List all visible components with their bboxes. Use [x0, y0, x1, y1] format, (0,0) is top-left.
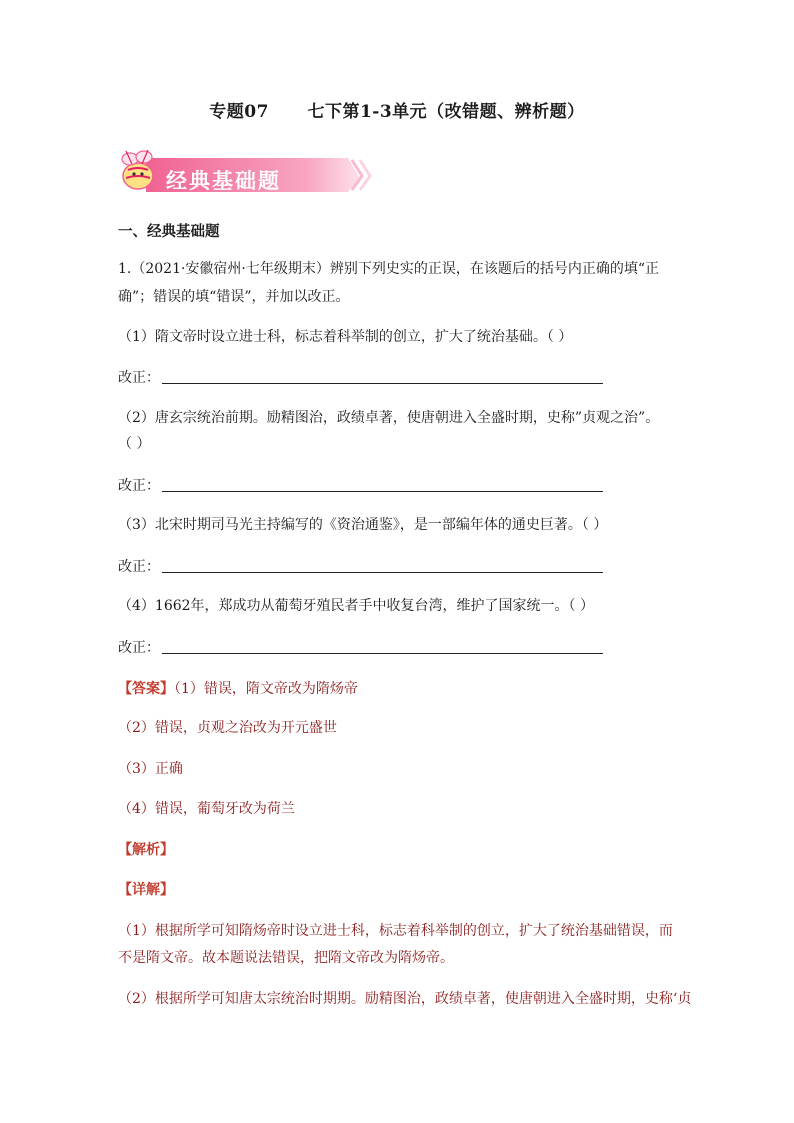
banner-label: 经典基础题: [166, 169, 281, 193]
question-item-4: （4）1662年，郑成功从葡萄牙殖民者手中收复台湾，维护了国家统一。（ ）: [118, 598, 594, 614]
section-heading: 一、经典基础题: [118, 223, 220, 240]
answer-line-2: （2）错误，贞观之治改为开元盛世: [118, 720, 337, 736]
detail-tag: 【详解】: [118, 882, 174, 898]
question-intro: 1.（2021·安徽宿州·七年级期末）辨别下列史实的正误，在该题后的括号内正确的填“正: [118, 261, 660, 277]
question-intro-cont: 确”；错误的填“错误”，并加以改正。: [118, 289, 350, 305]
answer-line-4: （4）错误，葡萄牙改为荷兰: [118, 801, 295, 817]
answer-blank-line[interactable]: [162, 572, 603, 573]
fix-label: 改正：: [118, 370, 160, 386]
fix-label: 改正：: [118, 559, 160, 575]
answer-line-3: （3）正确: [118, 761, 183, 777]
analysis-line-3: （2）根据所学可知唐太宗统治时期期。励精图治，政绩卓著，使唐朝进入全盛时期，史称‘贞: [118, 991, 692, 1007]
answer-blank-line[interactable]: [162, 383, 603, 384]
fix-label: 改正：: [118, 640, 160, 656]
answer-line-1: 【答案】（1）错误，隋文帝改为隋炀帝: [118, 681, 358, 697]
question-item-2-bracket: （ ）: [118, 436, 151, 452]
answer-tag: 【答案】: [118, 681, 174, 697]
answer-blank-line[interactable]: [162, 653, 603, 654]
question-item-2: （2）唐玄宗统治前期。励精图治，政绩卓著，使唐朝进入全盛时期，史称”贞观之治”。: [118, 410, 660, 426]
analysis-tag: 【解析】: [118, 842, 174, 858]
question-item-3: （3）北宋时期司马光主持编写的《资治通鉴》，是一部编年体的通史巨著。（ ）: [118, 517, 608, 533]
fix-label: 改正：: [118, 478, 160, 494]
analysis-line-2: 不是隋文帝。故本题说法错误，把隋文帝改为隋炀帝。: [118, 950, 454, 966]
answer-blank-line[interactable]: [162, 491, 603, 492]
analysis-line-1: （1）根据所学可知隋炀帝时设立进士科，标志着科举制的创立，扩大了统治基础错误，而: [118, 923, 673, 939]
bee-icon: [122, 150, 153, 189]
page-title: 专题07 七下第1-3单元（改错题、辨析题）: [209, 102, 585, 122]
question-item-1: （1）隋文帝时设立进士科，标志着科举制的创立，扩大了统治基础。（ ）: [118, 329, 573, 345]
